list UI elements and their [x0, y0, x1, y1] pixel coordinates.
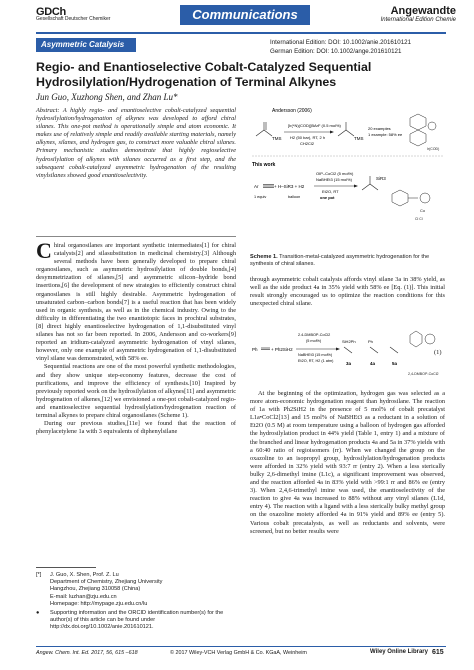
- doi-international[interactable]: International Edition: DOI: 10.1002/anie.201610121: [270, 39, 412, 46]
- scheme-top-product-label: TMS: [354, 136, 364, 141]
- affiliation-email[interactable]: E-mail: luzhan@zju.edu.cn: [50, 593, 117, 600]
- article-title: Regio- and Enantioselective Cobalt-Catalyzed Sequential Hydrosilylation/Hydrogenation of Terminal Alkynes: [36, 60, 372, 89]
- scheme-bottom-eq3: one pot: [320, 195, 335, 200]
- scheme-bottom-reagent2: + H–SiR3 + H2: [274, 184, 305, 189]
- scheme-caption-text: Transition-metal-catalyzed asymmetric hydrogenation for the synthesis of chiral silanes.: [250, 254, 430, 267]
- eq-product2: Ph: [368, 339, 373, 344]
- affiliation-lines: [50, 572, 236, 608]
- eq-label-3a: 3a: [346, 361, 352, 366]
- affiliation-block: [36, 572, 236, 608]
- scheme-bottom-label: This work: [252, 162, 276, 168]
- scheme-bottom-product-label: SiR3: [376, 176, 386, 181]
- supporting-info-text[interactable]: Supporting information and the ORCID identification number(s) for the author(s) of this article can be found under http://dx.doi.org/10.1002/anie.201610121.: [50, 610, 224, 631]
- eq-arrowhead: [336, 348, 340, 351]
- eq-label-4a: 4a: [370, 361, 376, 366]
- intro-paragraph-3: During our previous studies,[11e] we found that the reaction of phenylacetylene 1a with 3 equivalents of diphenylsilane: [36, 420, 236, 436]
- scheme-1-caption: [250, 254, 445, 268]
- header-rule: [36, 32, 446, 34]
- affiliation-names: J. Guo, X. Shen, Prof. Z. Lu: [50, 572, 119, 578]
- scheme-top-cond1: [Ir(*N)(COD)]BArF (0.5 mol%): [288, 123, 341, 128]
- scheme-bottom-cond1: OIP–CoCl2 (5 mol%): [316, 171, 354, 176]
- supporting-info: [36, 610, 236, 632]
- eq-product1: SiH2Ph: [342, 339, 356, 344]
- affiliation-department: Department of Chemistry, Zhejiang University: [50, 579, 163, 586]
- svg-text:Cl Cl: Cl Cl: [415, 217, 423, 221]
- affiliation-homepage[interactable]: Homepage: http://mypage.zju.edu.cn/lu: [50, 600, 148, 607]
- scheme-1-figure: [250, 104, 445, 254]
- scheme-caption-label: Scheme 1.: [250, 254, 278, 260]
- eq-reactant: Ph: [252, 347, 258, 352]
- scheme-top-reactant-label: TMS: [272, 136, 282, 141]
- gdch-logo-subtext: Gesellschaft Deutscher Chemiker: [36, 16, 111, 22]
- scheme-bottom-cond2: NaBHEt3 (15 mol%): [316, 177, 353, 182]
- eq-catalyst-label: 2,4-DMBOP-CoCl2: [408, 372, 439, 376]
- footnote-divider: [36, 567, 96, 568]
- eq-product-4a: [368, 339, 378, 366]
- gdch-logo-text: GDCh: [36, 6, 66, 18]
- scheme-bottom-reagent1: Ar: [254, 184, 259, 189]
- scheme-bottom-eq2: balloon: [288, 195, 301, 199]
- footnote-mark: [*]: [36, 572, 42, 578]
- footer-divider: [36, 646, 446, 647]
- eq-cond1: 2.4-DMBOP-CoCl2: [298, 333, 331, 337]
- abstract-divider: [36, 236, 236, 237]
- intro-paragraph-2: Sequential reactions are one of the most powerful synthetic methodologies, and they show unique step-economy features, decrease the cost of purifications, and improve the efficiency of synthesis.[10] Inspired by previously reported work on the hydrosilylation of alkynes[11] and asymmetric hydrogenation of alkenes,[12] we envisioned a one-pot cobalt-catalyzed regio- and enantioselective sequential hydrosilylation/hydrogenation reaction of terminal alkynes to prepare chiral organosilanes (Scheme 1).: [36, 363, 236, 419]
- eq-label-5a: 5a: [392, 361, 398, 366]
- footer-citation: Angew. Chem. Int. Ed. 2017, 56, 615 –618: [36, 650, 138, 656]
- gdch-logo: [36, 6, 110, 22]
- equation-number: (1): [434, 349, 442, 356]
- supporting-info-icon: ●: [36, 610, 40, 617]
- scheme-top-product: [338, 122, 364, 141]
- scheme-top-reactant: [256, 122, 282, 141]
- introduction: [36, 238, 236, 436]
- scheme-top-label: Andersson (2006): [272, 108, 312, 114]
- scheme-bottom-arrowhead: [354, 185, 358, 188]
- scheme-bottom-cond3: Et2O, RT: [322, 189, 339, 194]
- category-badge: Asymmetric Catalysis: [36, 38, 136, 52]
- scheme-bottom-eq1: 1 equiv: [254, 195, 267, 199]
- section-banner: Communications: [180, 5, 310, 25]
- intro-paragraph-1-text: hiral organosilanes are important synthetic intermediates[1] for chiral catalysts[2] and silasubstitution in medicinal chemistry.[3] Although several methods have been generally developed to prepare chiral organosilanes, such as asymmetric hydrosilylation of double bonds,[4] desymmetrization of silanes,[5] and asymmetric silicon–hydride bond insertions,[6] the development of new strategies to efficiently construct chiral organosilanes is still highly desirable. Asymmetric hydrogenation of unsaturated carbon–carbon bonds[7] is a useful reaction that has been widely used in organic synthesis, as well as in the chemical industry. Owing to the difficulty in differentiating the two enantiotopic faces in prochiral substrates,[8] direct highly enantioselective hydrogenation of 1,1-disubstituted vinyl silanes has not so far been reported. In 2006, Andersson and co-workers[9] reported an iridium-catalyzed asymmetric hydrogenation of vinyl silanes, however, only one example of asymmetric hydrogenation of 1,1-disubstituted vinyl silane was demonstrated, with 58% ee.: [36, 242, 236, 363]
- eq-product-5a: [390, 347, 398, 366]
- footer-copyright: © 2017 Wiley-VCH Verlag GmbH & Co. KGaA, Weinheim: [170, 650, 307, 656]
- intro-paragraph-1: [36, 238, 236, 363]
- journal-logo-text: Angewandte: [390, 5, 456, 17]
- svg-text:Co: Co: [420, 208, 426, 213]
- right-paragraph-1: through asymmetric cobalt catalysis affords vinyl silane 3a in 38% yield, as well as the side product 4a in 35% yield with 58% ee [Eq. (1)]. This initial result strongly encouraged us to optimize the reaction conditions for this unexpected chiral silane.: [250, 276, 445, 308]
- doi-german[interactable]: German Edition: DOI: 10.1002/ange.201610121: [270, 47, 402, 55]
- eq-cond3: NaBHEt3 (15 mol%): [298, 353, 333, 357]
- scheme-top-arrowhead: [330, 131, 334, 134]
- right-paragraph-2: At the beginning of the optimization, hydrogen gas was selected as a more atom-economic hydrogenation reagent than hydrosilane. The reaction of 1a with Ph2SiH2 in the presence of 5 mol% of cobalt precatalyst L1a•CoCl2[13] and 15 mol% of NaBHEt3 as a reductant in a solution of Et2O (0.5 M) at room temperature using a balloon of hydrogen gas afforded the hydrosilylation product in 44% yield (Table 1, entry 1) and a mixture of the branched and linear hydrogenation products 4a and 5a in 37% yields with a 60:40 ratio of regioisomers (rr). When we changed the group on the oxazoline to an isopropyl group, hydrosilylation/hydrogenation products were afforded in 32% yield with 93:7 rr (entry 2). When a less sterically bulky 2,6-dimethyl imine (L1c), a significant improvement was observed, and the reaction afforded 4a in 83% yield with >99:1 rr and 86% ee (entry 3). When 2,4,6-trimethyl imine was used, the enantioselectivity of the reaction to give 4a was increased to 88% without any vinyl silanes (L1d, entry 4). The reaction with a ligand with a less sterically bulky methyl group on the oxazoline moiety afforded 4a in 91% yield and 89% ee (entry 5). Various cobalt precatalysts, as well as reductants and solvents, were screened, but no better results were: [250, 390, 445, 535]
- affiliation-address: Hangzhou, Zhejiang 310058 (China): [50, 586, 141, 593]
- journal-logo-subtext: International Edition Chemie: [380, 17, 456, 23]
- abstract: Abstract: A highly regio- and enantioselective cobalt-catalyzed sequential hydrosilylation/hydrogenation of alkynes was developed to afford chiral silanes. This one-pot method is operationally simple and atom economic. It makes use of relatively simple and readily available starting materials, namely alkynes, silanes, and hydrogen gas, to construct more valuable chiral silanes. Primary mechanistic studies demonstrate that highly regioselective hydrosilylation of alkynes with silanes occurred as a first step, and the subsequent cobalt-catalyzed asymmetric hydrogenation of the resulting vinylsilanes showed good enantioselectivity.: [36, 107, 236, 179]
- scheme-bottom-product: [362, 176, 386, 190]
- footer-library[interactable]: Wiley Online Library: [370, 649, 428, 655]
- scheme-bottom-reactant: [254, 184, 305, 189]
- scheme-top-cond3: CH2Cl2: [300, 141, 315, 146]
- ir-catalyst-structure: [410, 114, 439, 151]
- journal-logo: [381, 5, 456, 23]
- drop-cap: C: [36, 238, 52, 263]
- doi-block: [270, 39, 411, 56]
- eq-cond4: Et2O, RT, H2 (1 atm): [298, 359, 334, 363]
- author-affiliation-footnote: [36, 572, 236, 632]
- article-authors: Jun Guo, Xuzhong Shen, and Zhan Lu*: [36, 92, 178, 102]
- svg-text:Ir(COD): Ir(COD): [427, 147, 440, 151]
- scheme-top-note1: 20 examples: [368, 126, 391, 131]
- oip-cobalt-catalyst-structure: [392, 190, 430, 221]
- scheme-top-cond2: H2 (50 bar), RT, 2 h: [290, 135, 326, 140]
- equation-1-figure: [250, 325, 445, 383]
- scheme-top-note2: 1 example: 58% ee: [368, 132, 403, 137]
- page-number: 615: [432, 649, 444, 656]
- eq-product-3a: [342, 339, 356, 366]
- eq-cond2: (5 mol%): [306, 339, 322, 343]
- eq-silane: + Ph2SiH2: [271, 347, 293, 352]
